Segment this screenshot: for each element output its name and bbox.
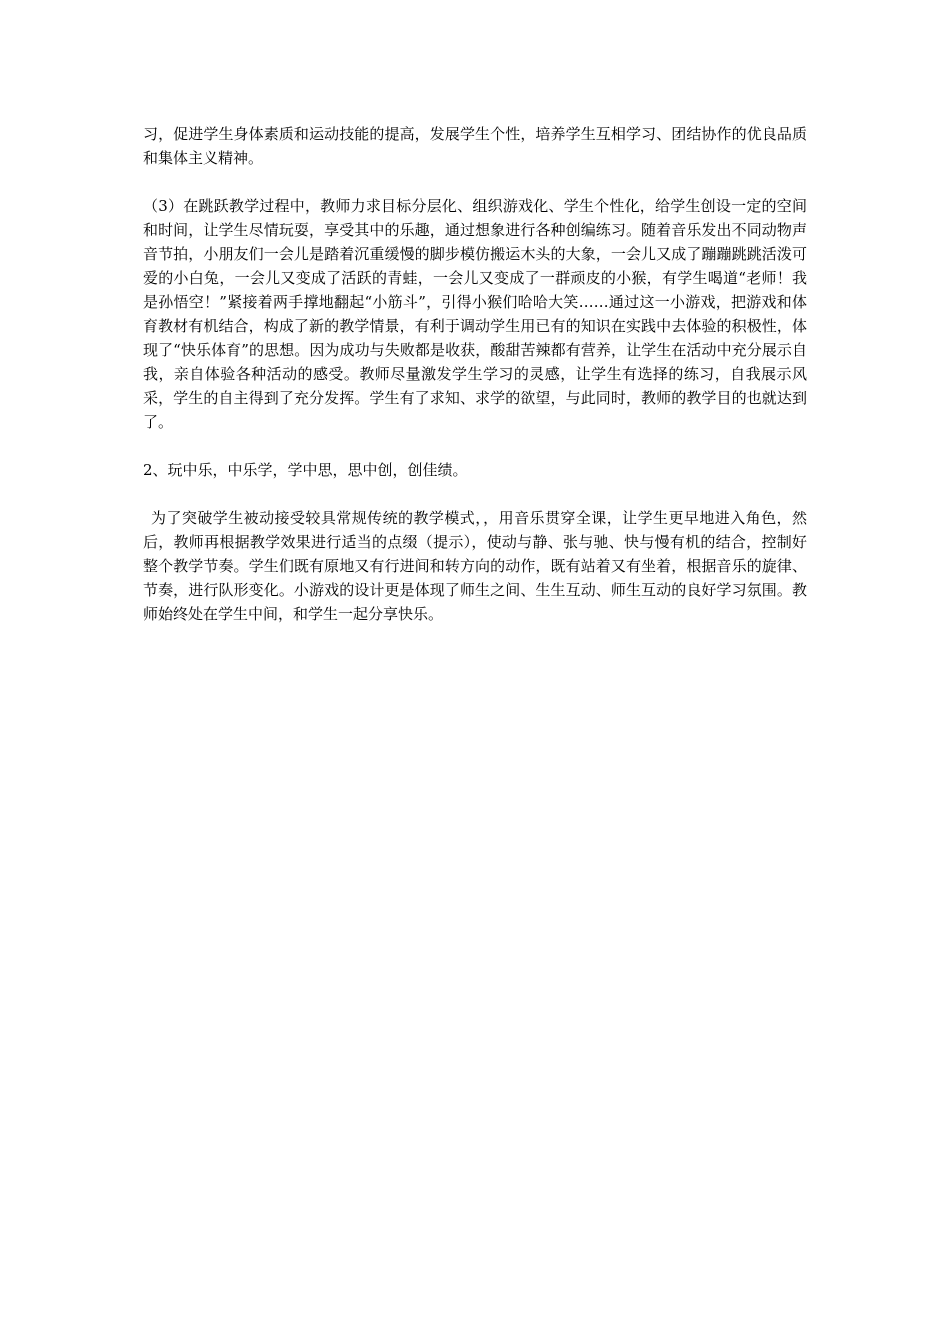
paragraph-continuation: 习，促进学生身体素质和运动技能的提高，发展学生个性，培养学生互相学习、团结协作的优良品质和集体主义精神。 [143, 125, 807, 167]
paragraph-jumping-teaching: （3）在跳跃教学过程中，教师力求目标分层化、组织游戏化、学生个性化，给学生创设一定的空间和时间，让学生尽情玩耍，享受其中的乐趣，通过想象进行各种创编练习。随着音乐发出不同动物声音节拍，小朋友们一会儿是踏着沉重缓慢的脚步模仿搬运木头的大象，一会儿又成了蹦蹦跳跳活泼可爱的小白兔，一会儿又变成了活跃的青蛙，一会儿又变成了一群顽皮的小猴，有学生喝道“老师！我是孙悟空！”紧接着两手撑地翻起“小筋斗”，引得小猴们哈哈大笑……通过这一小游戏，把游戏和体育教材有机结合，构成了新的教学情景，有利于调动学生用已有的知识在实践中去体验的积极性，体现了“快乐体育”的思想。因为成功与失败都是收获，酸甜苦辣都有营养，让学生在活动中充分展示自我，亲自体验各种活动的感受。教师尽量激发学生学习的灵感，让学生有选择的练习，自我展示风采，学生的自主得到了充分发挥。学生有了求知、求学的欲望，与此同时，教师的教学目的也就达到了。 [143, 197, 807, 431]
paragraph-music-teaching: 为了突破学生被动接受较具常规传统的教学模式，，用音乐贯穿全课，让学生更早地进入角色，然后，教师再根据教学效果进行适当的点缀（提示），使动与静、张与驰、快与慢有机的结合，控制好整个教学节奏。学生们既有原地又有行进间和转方向的动作，既有站着又有坐着，根据音乐的旋律、节奏，进行队形变化。小游戏的设计更是体现了师生之间、生生互动、师生互动的良好学习氛围。教师始终处在学生中间，和学生一起分享快乐。 [143, 509, 807, 623]
document-body [143, 122, 807, 650]
section-heading-2: 2、玩中乐，中乐学，学中思，思中创，创佳绩。 [143, 461, 468, 479]
